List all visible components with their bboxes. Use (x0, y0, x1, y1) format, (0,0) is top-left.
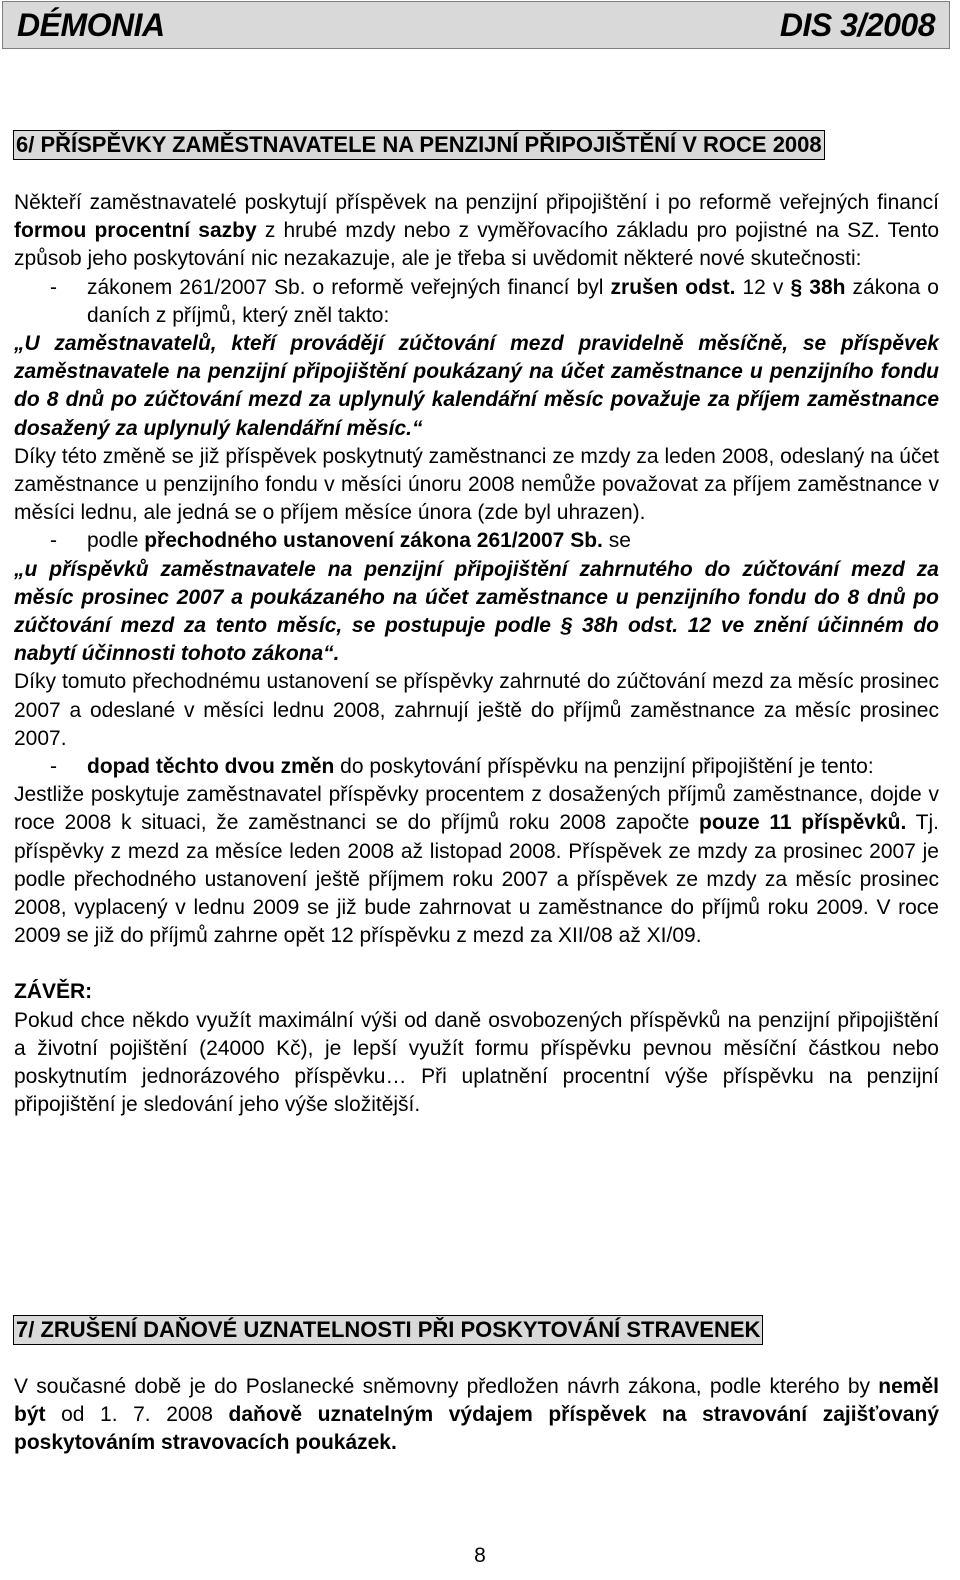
list-dash: - (50, 275, 57, 299)
list-item-3 (14, 753, 939, 781)
item2-text-2: se (602, 529, 631, 553)
conclusion-heading: ZÁVĚR: (14, 980, 93, 1004)
item3-bold-1: dopad těchto dvou změn (87, 755, 335, 779)
quote-2: „u příspěvků zaměstnavatele na penzijní připojištění zahrnutého do zúčtování mezd za měsíc prosinec 2007 a poukázaného na účet zaměstnance u penzijního fondu do 8 dnů po zúčtování mezd za tento měsíc, se postupuje podle § 38h odst. 12 ve znění účinném do nabytí účinnosti tohoto zákona“. (14, 557, 939, 666)
list-item-1 (14, 274, 939, 330)
page-number: 8 (474, 1544, 486, 1567)
para4-text-2: Tj. příspěvky z mezd za měsíce leden 2008 až listopad 2008. Příspěvek ze mzdy za prosinec 2007 je podle přechodného ustanovení ještě příjmem roku 2007 a příspěvek ze mzdy za měsíc prosinec 2008, vyplacený v lednu 2009 se již bude zahrnovat u zaměstnance do příjmů roku 2009. V roce 2009 se již do příjmů zahrne opět 12 příspěvku z mezd za XII/08 až XI/09. (14, 811, 939, 948)
s7-text-2: od 1. 7. 2008 (45, 1403, 229, 1427)
section-7-body (14, 1373, 939, 1458)
item3-text-1: do poskytování příspěvku na penzijní připojištění je tento: (334, 755, 874, 779)
s7-bold-2: daňově uznatelným výdajem příspěvek na stravování zajišťovaný poskytováním stravovacích poukázek. (14, 1403, 939, 1455)
item1-text-3: zákona o daních z příjmů, který zněl takto: (87, 275, 939, 327)
section-7-paragraph (14, 1373, 939, 1458)
item1-bold-2: § 38h (790, 275, 846, 299)
item2-bold-1: přechodného ustanovení zákona 261/2007 Sb. (144, 529, 603, 553)
quote-1: „U zaměstnavatelů, kteří provádějí zúčtování mezd pravidelně měsíčně, se příspěvek zaměstnavatele na penzijní připojištění poukázaný na účet zaměstnance u penzijního fondu do 8 dnů po zúčtování mezd za uplynulý kalendářní měsíc považuje za příjem zaměstnance dosažený za uplynulý kalendářní měsíc.“ (14, 332, 939, 440)
intro-text-2: z hrubé mzdy nebo z vyměřovacího základu pro pojistné na SZ. Tento způsob jeho poskytování nic nezakazuje, ale je třeba si uvědomit některé nové skutečnosti: (14, 219, 939, 271)
item1-text-2: 12 v (735, 275, 791, 299)
intro-paragraph (14, 189, 939, 274)
item2-text-1: podle (87, 529, 145, 553)
item1-text-1: zákonem 261/2007 Sb. o reformě veřejných financí byl (87, 275, 611, 299)
item1-bold-1: zrušen odst. (610, 275, 736, 299)
paragraph-2: Díky této změně se již příspěvek poskytnutý zaměstnanci ze mzdy za leden 2008, odeslaný na účet zaměstnance u penzijního fondu v měsíci únoru 2008 nemůže považovat za příjem zaměstnance v měsíci lednu, ale jedná se o příjem měsíce února (zde byl uhrazen). (14, 444, 939, 525)
conclusion-paragraph: Pokud chce někdo využít maximální výši od daně osvobozených příspěvků na penzijní připojištění a životní pojištění (24000 Kč), je lepší využít formu příspěvku pevnou měsíční částkou nebo poskytnutím jednorázového příspěvku… Při uplatnění procentní výše příspěvku na penzijní připojištění je sledování jeho výše složitější. (14, 1008, 939, 1117)
list-item-2 (14, 527, 939, 555)
s7-text-1: V současné době je do Poslanecké sněmovny předložen návrh zákona, podle kterého by (14, 1375, 879, 1398)
section-6-title: 6/ PŘÍSPĚVKY ZAMĚSTNAVATELE NA PENZIJNÍ PŘIPOJIŠTĚNÍ V ROCE 2008 (13, 130, 825, 160)
header-left-title: DÉMONIA (17, 6, 165, 43)
intro-text-1: Někteří zaměstnavatelé poskytují příspěvek na penzijní připojištění i po reformě veřejných financí (14, 191, 939, 214)
paragraph-3: Díky tomuto přechodnému ustanovení se příspěvky zahrnuté do zúčtování mezd za měsíc prosinec 2007 a odeslané v měsíci lednu 2008, zahrnují ještě do příjmů zaměstnance za měsíc prosinec 2007. (14, 670, 939, 750)
header-right-title: DIS 3/2008 (779, 6, 935, 43)
para4-bold-1: pouze 11 příspěvků. (699, 811, 907, 835)
paragraph-4 (14, 781, 939, 950)
list-dash: - (50, 529, 57, 553)
para4-text-1: Jestliže poskytuje zaměstnavatel příspěvky procentem z dosažených příjmů zaměstnance, dojde v roce 2008 k situaci, že zaměstnanci se do příjmů roku 2008 započte (14, 783, 939, 835)
intro-bold-1: formou procentní sazby (14, 219, 257, 243)
page-header (2, 1, 950, 49)
section-6-body (14, 189, 939, 1120)
section-7-title: 7/ ZRUŠENÍ DAŇOVÉ UZNATELNOSTI PŘI POSKYTOVÁNÍ STRAVENEK (13, 1315, 763, 1345)
list-dash: - (50, 755, 57, 779)
s7-bold-1: neměl být (14, 1375, 939, 1427)
